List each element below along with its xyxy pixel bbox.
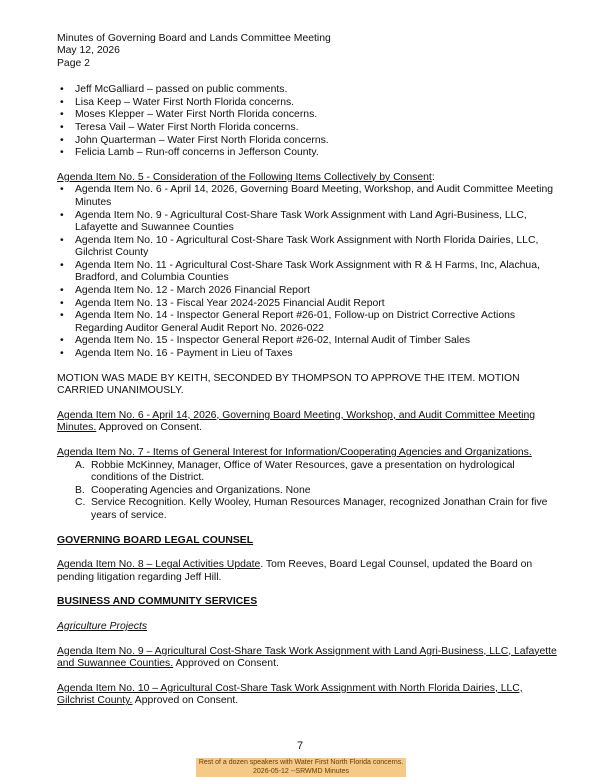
page-header: [57, 33, 557, 70]
item6-link[interactable]: Agenda Item No. 6 - April 14, 2026, Governing Board Meeting, Workshop, and Audit Committee Meeting Minutes.: [57, 409, 536, 434]
item7-heading[interactable]: Agenda Item No. 7 - Items of General Interest for Information/Cooperating Agencies and Organizations.: [57, 447, 532, 459]
list-item: • Teresa Vail – Water First North Florida concerns.: [57, 122, 557, 135]
speaker-list: [57, 84, 557, 160]
consent-list: [57, 184, 557, 360]
list-item: C. Service Recognition. Kelly Wooley, Human Resources Manager, recognized Jonathan Crain for five years of service.: [75, 497, 548, 521]
annotation-stamp: [196, 758, 406, 777]
page-number: 7: [296, 740, 304, 752]
stamp-line-2: 2026-05-12 --SRWMD Minutes: [253, 767, 349, 775]
list-item: • Agenda Item No. 11 - Agricultural Cost-Share Task Work Assignment with R & H Farms, Inc, Alachua, Bradford, and Columbia Counties: [57, 260, 557, 285]
list-item: • John Quarterman – Water First North Florida concerns.: [57, 135, 557, 148]
list-item: • Jeff McGalliard – passed on public comments.: [57, 84, 557, 97]
item6-paragraph: Agenda Item No. 6 - April 14, 2026, Governing Board Meeting, Workshop, and Audit Committee Meeting Minutes. Approved on Consent.: [57, 409, 536, 434]
item10-paragraph: Agenda Item No. 10 – Agricultural Cost-Share Task Work Assignment with North Florida Dairies, LLC, Gilchrist County. Approved on Consent.: [57, 682, 523, 707]
legal-section-title: GOVERNING BOARD LEGAL COUNSEL: [57, 534, 254, 546]
list-item: • Agenda Item No. 12 - March 2026 Financial Report: [57, 285, 557, 298]
list-item: • Felicia Lamb – Run-off concerns in Jefferson County.: [57, 147, 557, 160]
list-item: A. Robbie McKinney, Manager, Office of Water Resources, gave a presentation on hydrological conditions of the District.: [75, 459, 515, 484]
list-item: • Agenda Item No. 15 - Inspector General Report #26-02, Internal Audit of Timber Sales: [57, 335, 557, 348]
item9-link[interactable]: Agenda Item No. 9 – Agricultural Cost-Share Task Work Assignment with Land Agri-Business, LLC, Lafayette and Suwannee Counties.: [57, 645, 557, 670]
item8-link[interactable]: Agenda Item No. 8 – Legal Activities Update: [57, 559, 261, 571]
document-page: [57, 33, 557, 708]
item10-link[interactable]: Agenda Item No. 10 – Agricultural Cost-Share Task Work Assignment with North Florida Dairies, LLC, Gilchrist County.: [57, 682, 523, 707]
list-item: • Agenda Item No. 16 - Payment in Lieu of Taxes: [57, 348, 557, 361]
list-item: • Agenda Item No. 6 - April 14, 2026, Governing Board Meeting, Workshop, and Audit Committee Meeting Minutes: [57, 184, 557, 209]
motion-text: MOTION WAS MADE BY KEITH, SECONDED BY THOMPSON TO APPROVE THE ITEM. MOTION CARRIED UNANIMOUSLY.: [57, 372, 520, 397]
item9-paragraph: Agenda Item No. 9 – Agricultural Cost-Share Task Work Assignment with Land Agri-Business, LLC, Lafayette and Suwannee Counties. Approved on Consent.: [57, 645, 557, 670]
list-item: • Lisa Keep – Water First North Florida concerns.: [57, 97, 557, 110]
list-item: • Agenda Item No. 14 - Inspector General Report #26-01, Follow-up on District Corrective Actions Regarding Auditor General Audit Report No. 2026-022: [57, 310, 557, 335]
agriculture-subtitle: Agriculture Projects: [57, 620, 148, 632]
item7-list: [57, 460, 557, 523]
header-date: May 12, 2026: [57, 45, 120, 57]
list-item: • Agenda Item No. 9 - Agricultural Cost-Share Task Work Assignment with Land Agri-Business, LLC, Lafayette and Suwannee Counties: [57, 210, 557, 235]
header-page: Page 2: [57, 57, 90, 69]
item8-paragraph: Agenda Item No. 8 – Legal Activities Update. Tom Reeves, Board Legal Counsel, updated the Board on pending litigation regarding Jeff Hill.: [57, 559, 533, 583]
consent-heading-link[interactable]: Agenda Item No. 5 - Consideration of the Following Items Collectively by Consent: [57, 171, 432, 183]
list-item: B. Cooperating Agencies and Organizations. None: [75, 484, 311, 496]
list-item: • Agenda Item No. 13 - Fiscal Year 2024-2025 Financial Audit Report: [57, 298, 557, 311]
business-section-title: BUSINESS AND COMMUNITY SERVICES: [57, 596, 258, 608]
header-title: Minutes of Governing Board and Lands Committee Meeting: [57, 33, 331, 44]
consent-heading: Agenda Item No. 5 - Consideration of the Following Items Collectively by Consent:: [57, 171, 435, 183]
list-item: • Moses Klepper – Water First North Florida concerns.: [57, 109, 557, 122]
stamp-line-1: Rest of a dozen speakers with Water First North Florida concerns.: [198, 759, 404, 766]
list-item: • Agenda Item No. 10 - Agricultural Cost-Share Task Work Assignment with North Florida Dairies, LLC, Gilchrist County: [57, 235, 557, 260]
